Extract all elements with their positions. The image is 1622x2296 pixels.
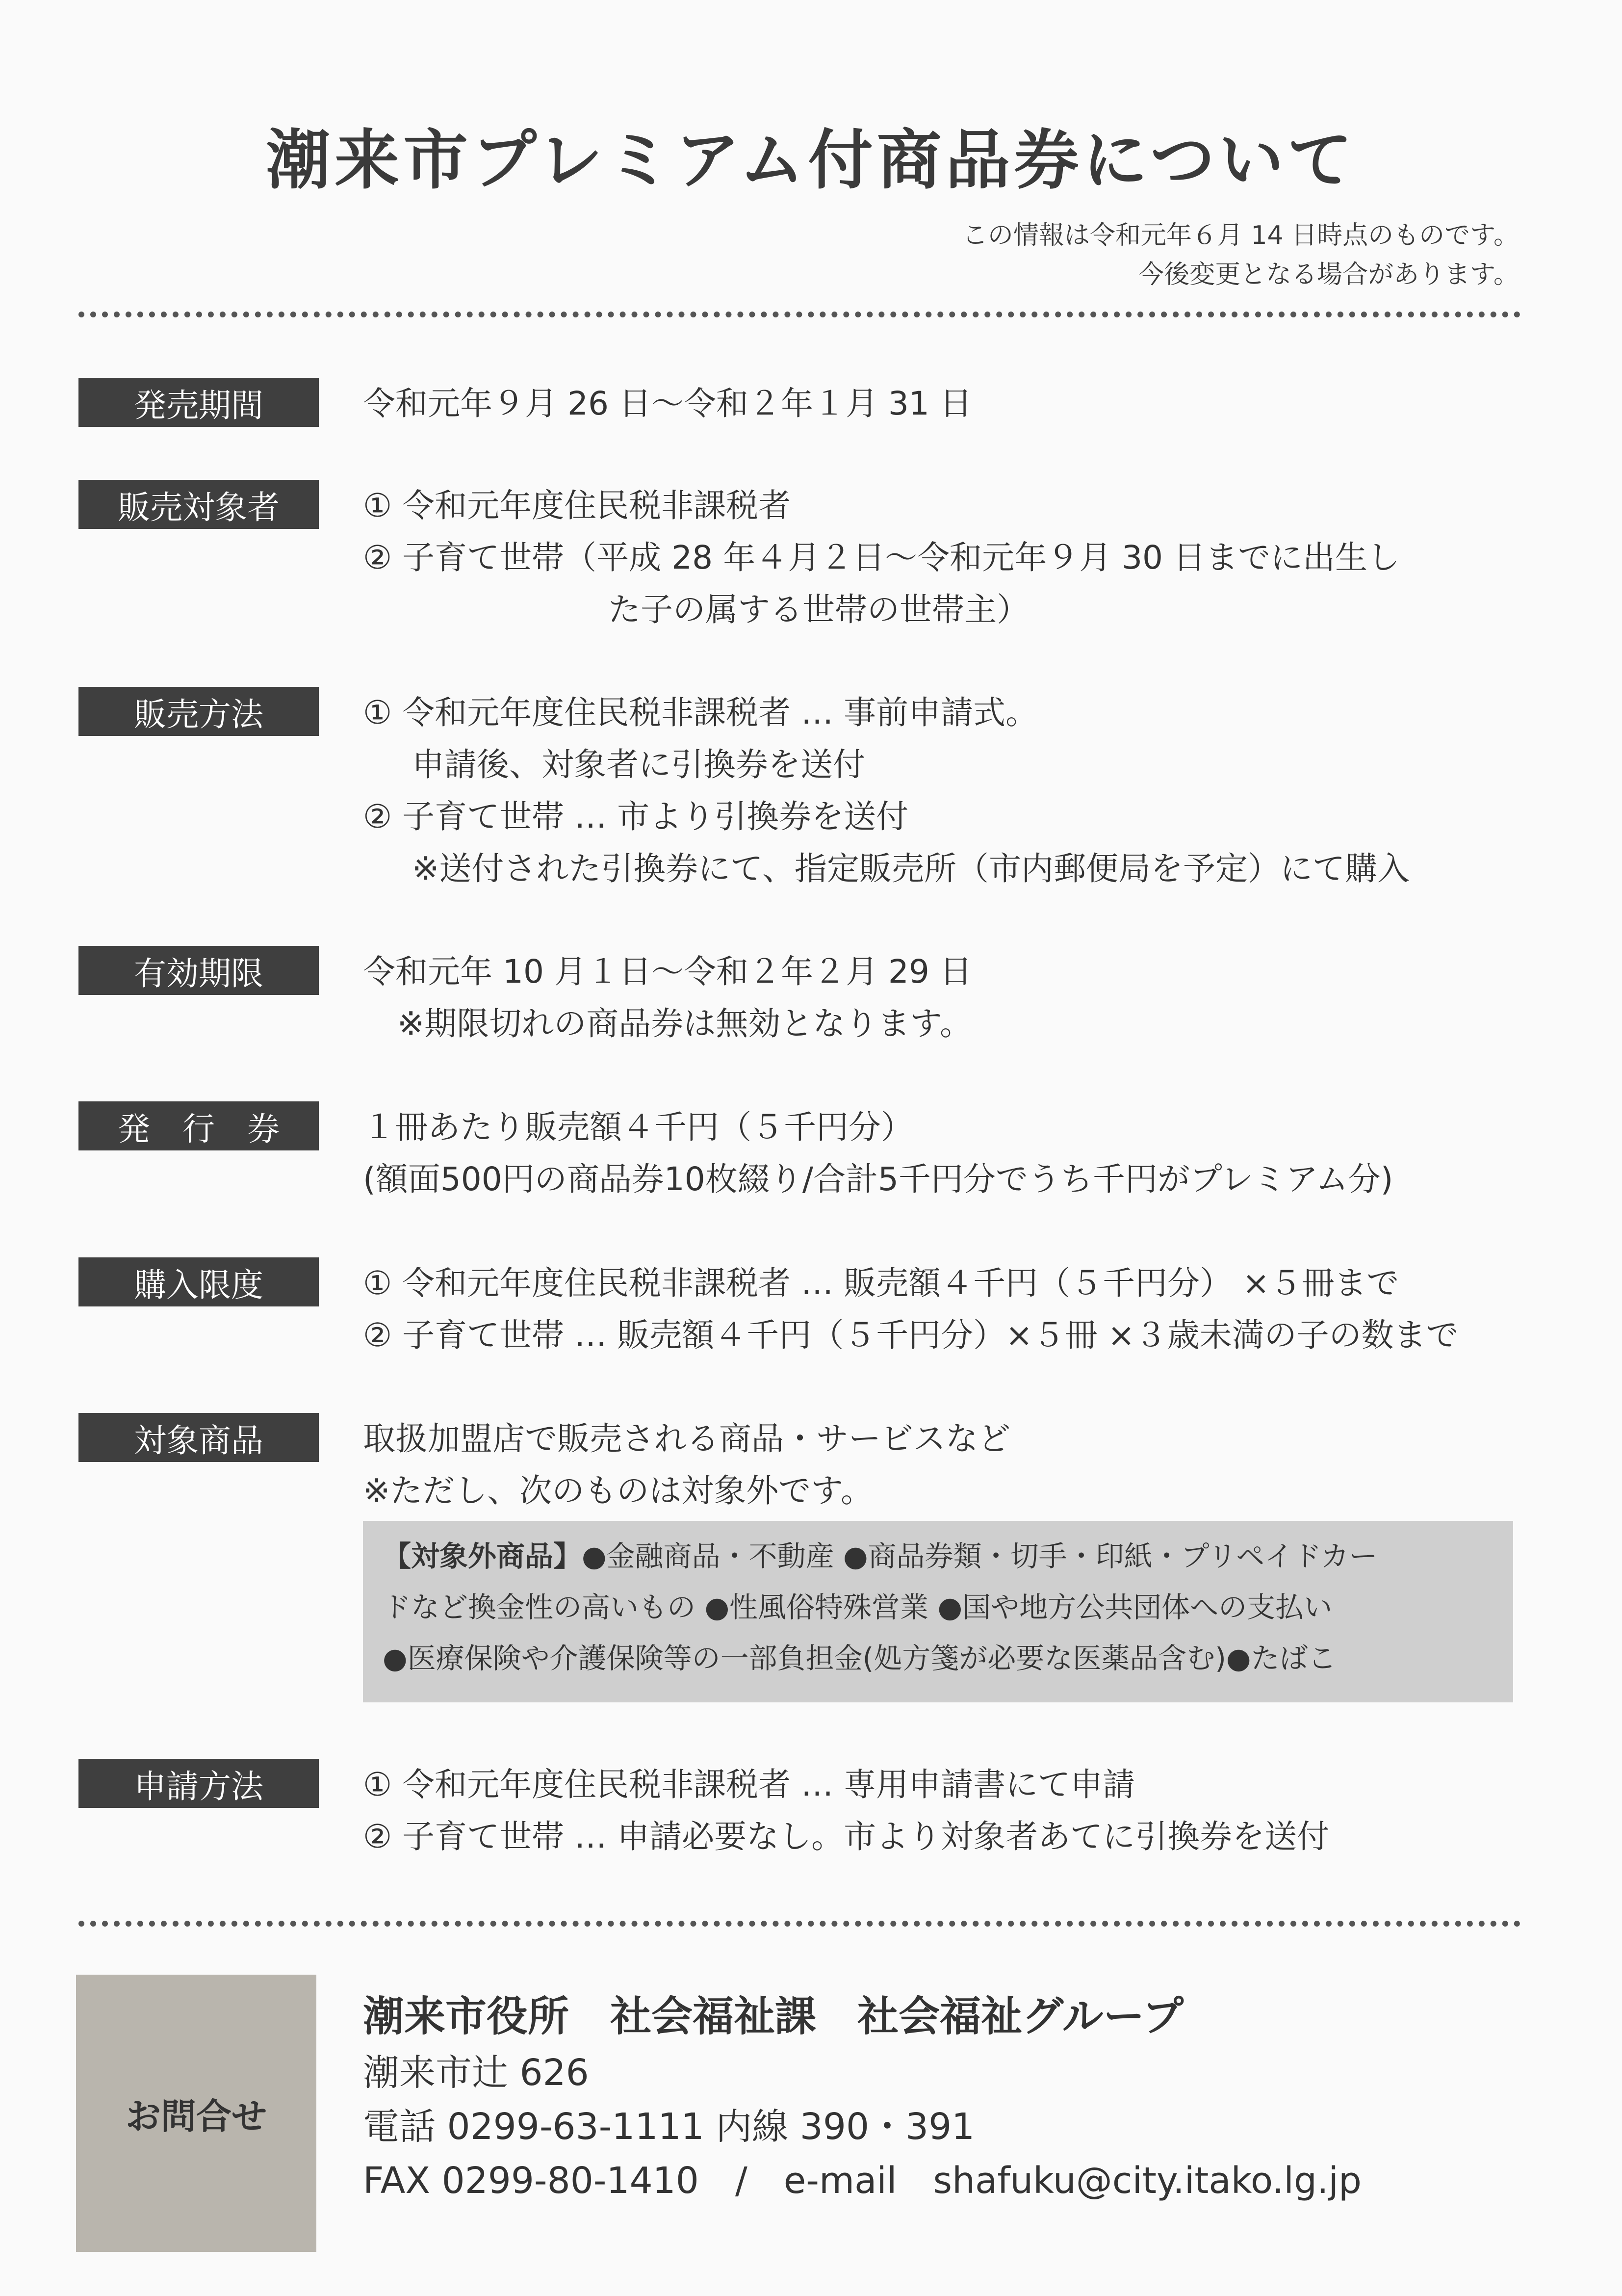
content-line: ① 令和元年度住民税非課税者 … 専用申請書にて申請 (363, 1766, 1135, 1803)
section-content (363, 946, 1540, 1050)
section-label: 購入限度 (78, 1257, 319, 1306)
section-content (363, 1257, 1540, 1361)
content-line: ① 令和元年度住民税非課税者 … 事前申請式。 (363, 694, 1038, 731)
dotted-divider-top (78, 312, 1520, 317)
dotted-divider-bottom (78, 1921, 1520, 1927)
excluded-line (383, 1531, 1493, 1582)
contact-info (363, 1987, 1540, 2208)
section-content (363, 1101, 1540, 1205)
content-line: 申請後、対象者に引換券を送付 (412, 746, 865, 783)
section-label: 発売期間 (78, 378, 319, 427)
content-line: １冊あたり販売額４千円（５千円分） (363, 1108, 913, 1146)
excluded-line: ●医療保険や介護保険等の一部負担金(処方箋が必要な医薬品含む)●たばこ (383, 1642, 1337, 1675)
content-line: ※期限切れの商品券は無効となります。 (397, 1005, 973, 1043)
excluded-line: ドなど換金性の高いもの ●性風俗特殊営業 ●国や地方公共団体への支払い (383, 1591, 1333, 1624)
notice-line: この情報は令和元年６月 14 日時点のものです。 (962, 221, 1519, 250)
excluded-text: ●金融商品・不動産 ●商品券類・切手・印紙・プリペイドカー (582, 1539, 1378, 1573)
content-line: た子の属する世帯の世帯主） (608, 591, 1029, 628)
section-label: 対象商品 (78, 1413, 319, 1462)
section-label: 販売方法 (78, 687, 319, 736)
contact-org: 潮来市役所 社会福祉課 社会福祉グループ (363, 1992, 1184, 2040)
contact-label: お問合せ (76, 1975, 316, 2252)
section-content (363, 378, 1540, 430)
excluded-heading: 【対象外商品】 (383, 1539, 582, 1573)
section-content (363, 480, 1540, 636)
content-line: (額面500円の商品券10枚綴り/合計5千円分でうち千円がプレミアム分) (363, 1160, 1393, 1198)
contact-fax-email: FAX 0299-80-1410 / e-mail shafuku@city.itako.lg.jp (363, 2160, 1362, 2202)
section-label: 販売対象者 (78, 480, 319, 529)
date-notice (962, 216, 1519, 294)
section-content (363, 687, 1540, 895)
content-line: ② 子育て世帯 … 市より引換券を送付 (363, 798, 909, 835)
notice-line: 今後変更となる場合があります。 (1138, 260, 1519, 289)
contact-address: 潮来市辻 626 (363, 2052, 589, 2094)
section-label: 申請方法 (78, 1759, 319, 1808)
content-line: ① 令和元年度住民税非課税者 (363, 487, 791, 524)
content-line: ※送付された引換券にて、指定販売所（市内郵便局を予定）にて購入 (412, 850, 1410, 887)
content-line: ① 令和元年度住民税非課税者 … 販売額４千円（５千円分） ×５冊まで (363, 1264, 1399, 1302)
excluded-items-box (363, 1521, 1513, 1702)
content-line: 取扱加盟店で販売される商品・サービスなど (363, 1420, 1010, 1458)
section-content (363, 1413, 1540, 1517)
content-line: ※ただし、次のものは対象外です。 (363, 1472, 874, 1510)
section-label: 有効期限 (78, 946, 319, 995)
content-line: ② 子育て世帯 … 販売額４千円（５千円分）×５冊 ×３歳未満の子の数まで (363, 1316, 1459, 1354)
content-line: ② 子育て世帯（平成 28 年４月２日〜令和元年９月 30 日までに出生し (363, 539, 1400, 576)
contact-phone: 電話 0299-63-1111 内線 390・391 (363, 2106, 975, 2148)
content-line: 令和元年 10 月１日〜令和２年２月 29 日 (363, 953, 972, 991)
section-label: 発 行 券 (78, 1101, 319, 1150)
content-line: 令和元年９月 26 日〜令和２年１月 31 日 (363, 385, 972, 422)
section-content (363, 1759, 1540, 1863)
content-line: ② 子育て世帯 … 申請必要なし。市より対象者あてに引換券を送付 (363, 1818, 1330, 1855)
page-title: 潮来市プレミアム付商品券について (266, 123, 1356, 198)
